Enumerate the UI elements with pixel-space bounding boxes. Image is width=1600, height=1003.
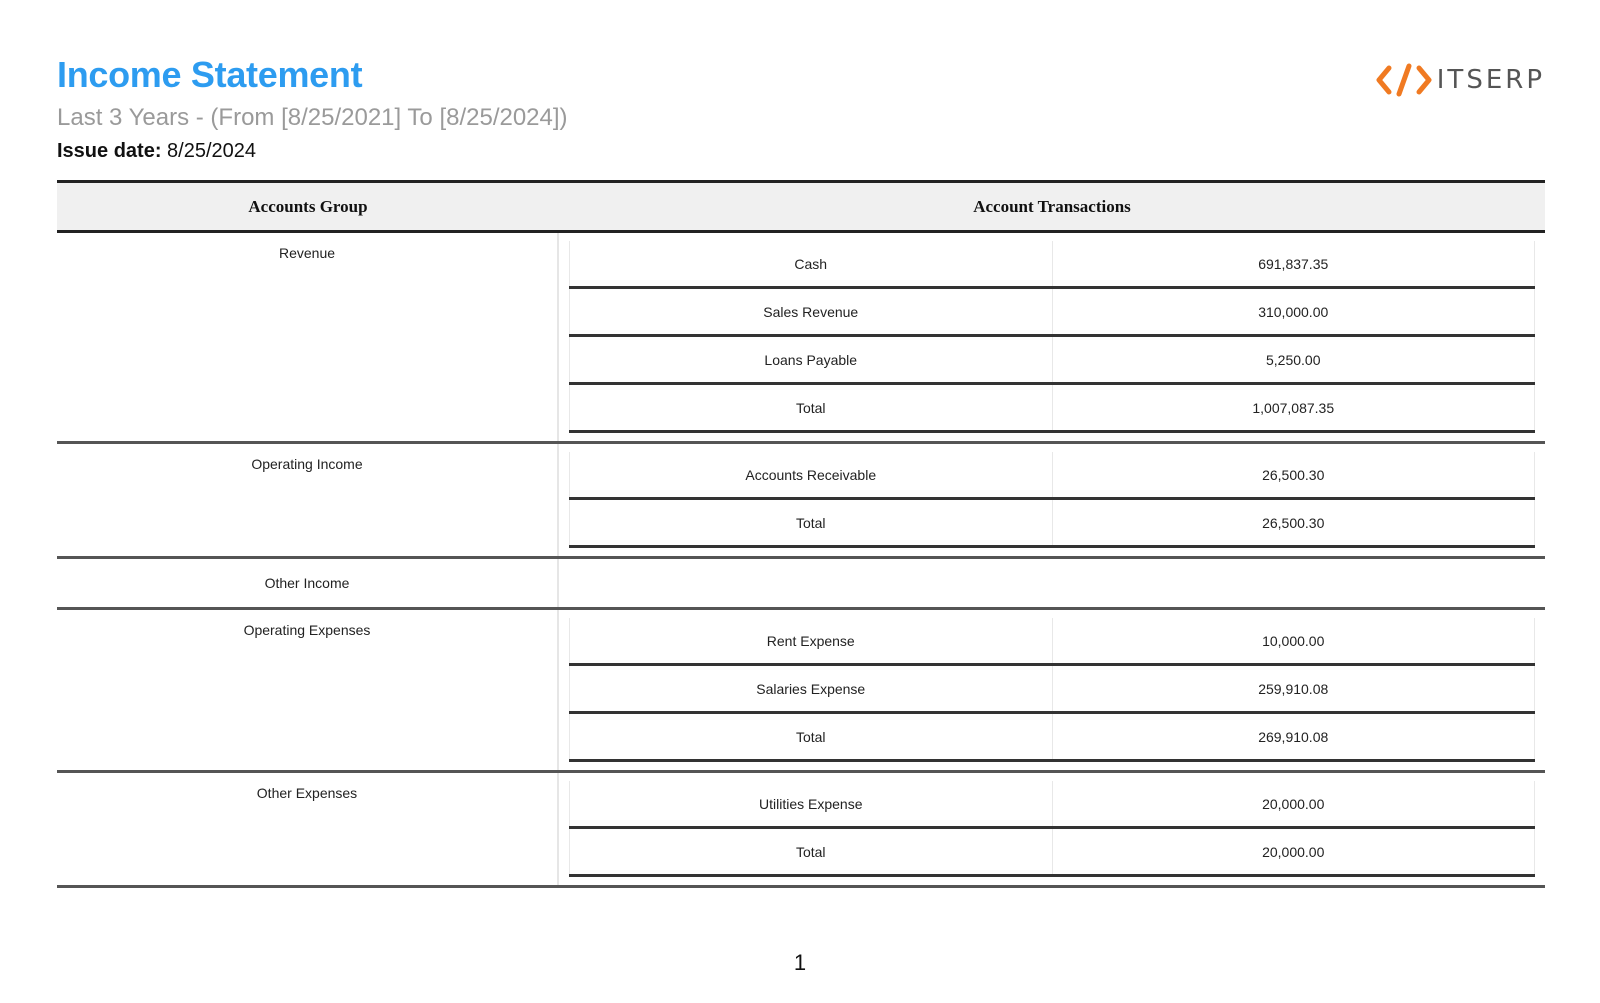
- total-row: [569, 714, 1535, 762]
- account-name: Total: [569, 829, 1053, 874]
- account-amount: 26,500.30: [1053, 452, 1536, 497]
- account-transactions: [559, 444, 1545, 556]
- company-logo: [1375, 60, 1545, 100]
- report-header: [57, 52, 1545, 172]
- account-group: [57, 610, 1545, 773]
- account-transactions: [559, 559, 1545, 607]
- table-row: [569, 452, 1535, 500]
- account-amount: 26,500.30: [1053, 500, 1536, 545]
- income-statement-table: [57, 180, 1545, 888]
- account-name: Total: [569, 385, 1053, 430]
- account-name: Utilities Expense: [569, 781, 1053, 826]
- account-amount: 310,000.00: [1053, 289, 1536, 334]
- report-period: Last 3 Years - (From [8/25/2021] To [8/25/2024]): [57, 104, 568, 131]
- logo-text: ITSERP: [1436, 65, 1545, 95]
- total-row: [569, 385, 1535, 433]
- account-group-name: Operating Income: [57, 444, 559, 556]
- page-title: Income Statement: [57, 54, 363, 95]
- issue-date: [57, 140, 256, 163]
- account-amount: 691,837.35: [1053, 241, 1536, 286]
- account-amount: 10,000.00: [1053, 618, 1536, 663]
- account-name: Total: [569, 500, 1053, 545]
- page-number: 1: [793, 950, 807, 975]
- code-brackets-icon: [1375, 63, 1433, 97]
- account-name: Cash: [569, 241, 1053, 286]
- account-transactions: [559, 773, 1545, 885]
- account-name: Total: [569, 714, 1053, 759]
- account-name: Loans Payable: [569, 337, 1053, 382]
- account-group: [57, 233, 1545, 444]
- account-group: [57, 773, 1545, 888]
- account-group-name: Operating Expenses: [57, 610, 559, 770]
- account-name: Accounts Receivable: [569, 452, 1053, 497]
- account-name: Rent Expense: [569, 618, 1053, 663]
- account-group: [57, 559, 1545, 610]
- account-amount: 259,910.08: [1053, 666, 1536, 711]
- table-row: [569, 337, 1535, 385]
- column-header-account-transactions: Account Transactions: [973, 196, 1131, 216]
- table-row: [569, 781, 1535, 829]
- account-amount: 20,000.00: [1053, 781, 1536, 826]
- account-group-name: Other Income: [57, 559, 559, 607]
- account-amount: 5,250.00: [1053, 337, 1536, 382]
- table-row: [569, 241, 1535, 289]
- table-header: [57, 180, 1545, 233]
- account-transactions: [559, 610, 1545, 770]
- table-row: [569, 289, 1535, 337]
- table-row: [569, 666, 1535, 714]
- table-row: [569, 618, 1535, 666]
- account-group: [57, 444, 1545, 559]
- account-name: Salaries Expense: [569, 666, 1053, 711]
- column-header-accounts-group: Accounts Group: [248, 196, 368, 216]
- account-transactions: [559, 233, 1545, 441]
- account-group-name: Other Expenses: [57, 773, 559, 885]
- issue-date-label: Issue date:: [57, 140, 162, 162]
- account-amount: 269,910.08: [1053, 714, 1536, 759]
- total-row: [569, 500, 1535, 548]
- issue-date-value: 8/25/2024: [167, 140, 257, 162]
- total-row: [569, 829, 1535, 877]
- account-groups: [57, 233, 1545, 888]
- account-amount: 1,007,087.35: [1053, 385, 1536, 430]
- account-amount: 20,000.00: [1053, 829, 1536, 874]
- account-name: Sales Revenue: [569, 289, 1053, 334]
- account-group-name: Revenue: [57, 233, 559, 441]
